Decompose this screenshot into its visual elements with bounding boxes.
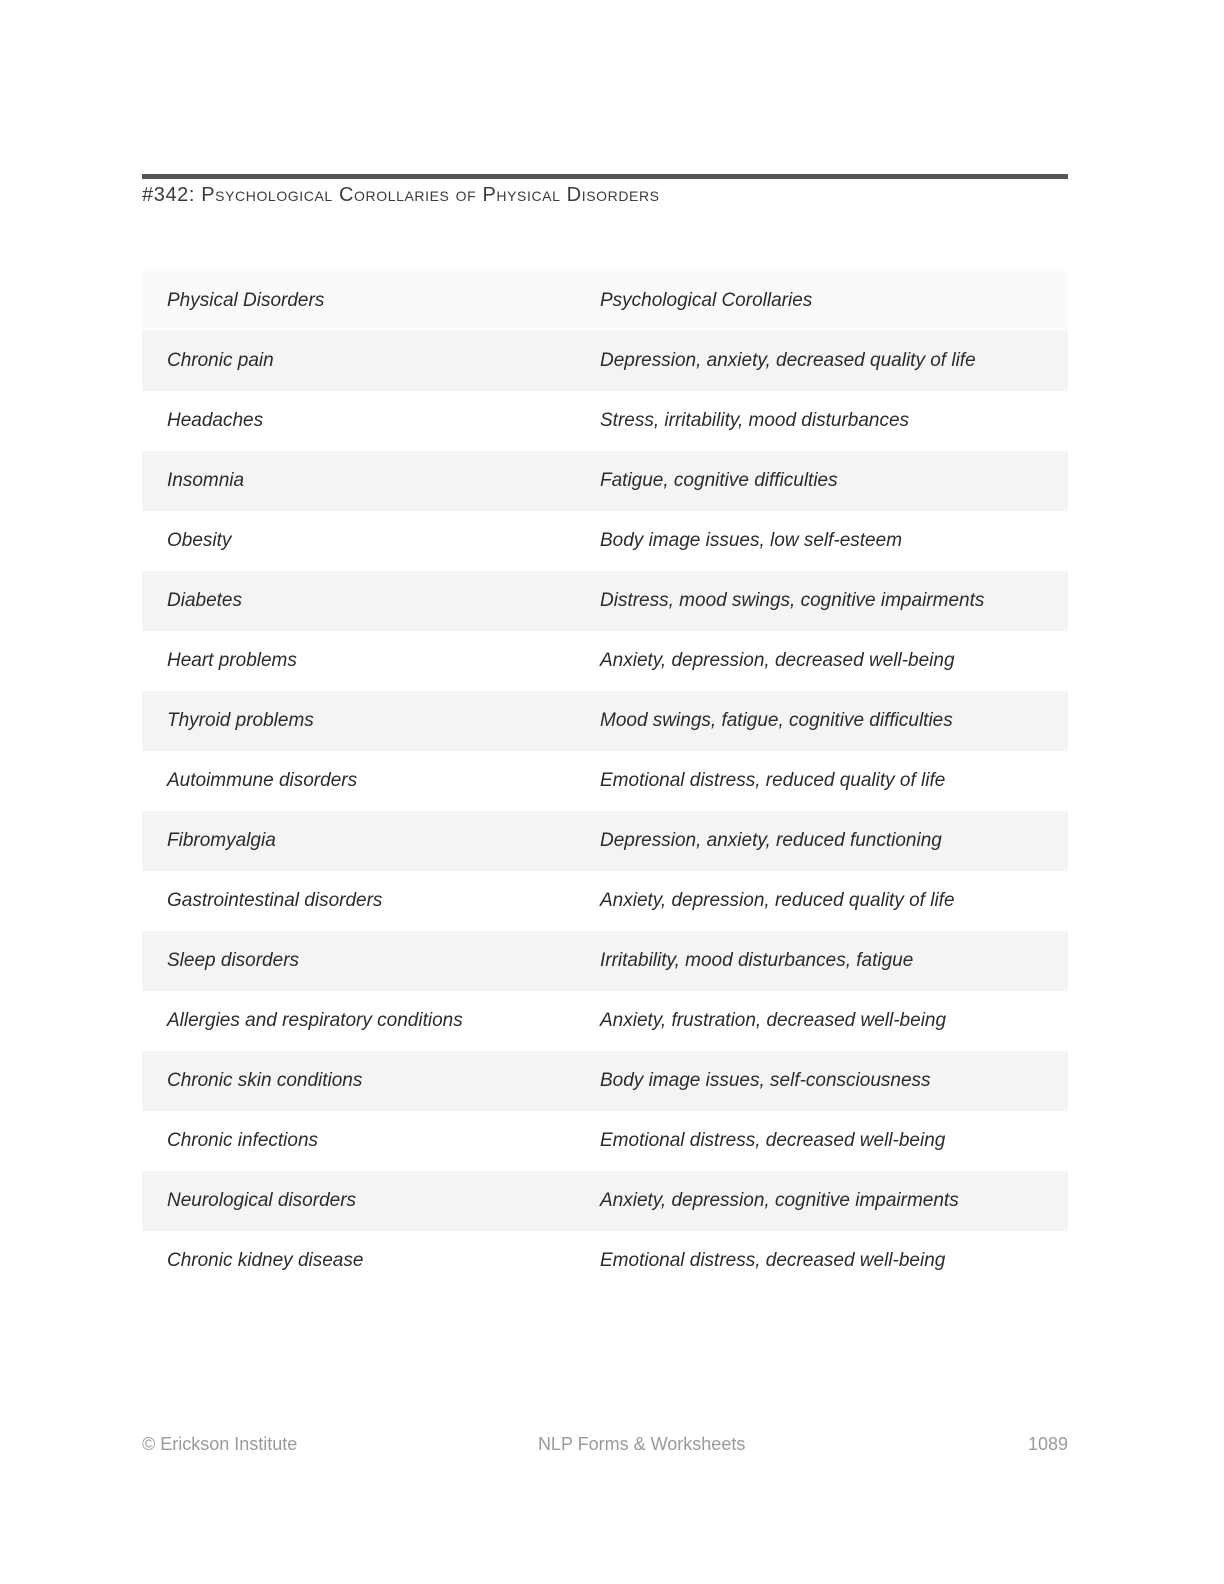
cell-psychological-corollary: Emotional distress, reduced quality of life <box>600 770 946 791</box>
cell-psychological-corollary: Depression, anxiety, decreased quality of life <box>600 350 976 371</box>
header-rule <box>142 174 1068 179</box>
cell-psychological-corollary: Fatigue, cognitive difficulties <box>600 470 838 491</box>
table-row <box>142 751 1068 811</box>
cell-psychological-corollary: Body image issues, self-consciousness <box>600 1070 931 1091</box>
cell-psychological-corollary: Emotional distress, decreased well-being <box>600 1250 946 1271</box>
table-row <box>142 1111 1068 1171</box>
cell-physical-disorder: Allergies and respiratory conditions <box>167 1010 463 1031</box>
page-footer <box>142 1434 1068 1455</box>
cell-physical-disorder: Chronic kidney disease <box>167 1250 364 1271</box>
footer-page-number: 1089 <box>1027 1434 1068 1454</box>
table-row <box>142 691 1068 751</box>
table-row <box>142 991 1068 1051</box>
cell-psychological-corollary: Stress, irritability, mood disturbances <box>600 410 910 431</box>
table-row <box>142 391 1068 451</box>
table-row <box>142 1051 1068 1111</box>
cell-psychological-corollary: Depression, anxiety, reduced functioning <box>600 830 942 851</box>
footer-series-title: NLP Forms & Worksheets <box>537 1434 746 1454</box>
cell-physical-disorder: Chronic skin conditions <box>167 1070 363 1091</box>
cell-physical-disorder: Headaches <box>167 410 264 431</box>
column-header-physical-disorders: Physical Disorders <box>167 290 325 311</box>
corollaries-table <box>142 271 1068 1291</box>
table-row <box>142 451 1068 511</box>
cell-physical-disorder: Autoimmune disorders <box>167 770 358 791</box>
cell-physical-disorder: Chronic pain <box>167 350 274 371</box>
cell-psychological-corollary: Anxiety, frustration, decreased well-being <box>600 1010 947 1031</box>
cell-psychological-corollary: Mood swings, fatigue, cognitive difficulties <box>600 710 953 731</box>
column-header-psychological-corollaries: Psychological Corollaries <box>600 290 813 311</box>
cell-psychological-corollary: Irritability, mood disturbances, fatigue <box>600 950 914 971</box>
table-header-row <box>142 271 1068 331</box>
cell-psychological-corollary: Anxiety, depression, reduced quality of life <box>600 890 955 911</box>
cell-psychological-corollary: Distress, mood swings, cognitive impairments <box>600 590 985 611</box>
cell-physical-disorder: Neurological disorders <box>167 1190 357 1211</box>
cell-psychological-corollary: Body image issues, low self-esteem <box>600 530 903 551</box>
table-row <box>142 1231 1068 1291</box>
footer-copyright: © Erickson Institute <box>142 1434 298 1454</box>
cell-physical-disorder: Diabetes <box>167 590 242 611</box>
table-row <box>142 511 1068 571</box>
cell-physical-disorder: Chronic infections <box>167 1130 319 1151</box>
cell-physical-disorder: Insomnia <box>167 470 245 491</box>
table-row <box>142 331 1068 391</box>
table-row <box>142 571 1068 631</box>
table-row <box>142 871 1068 931</box>
cell-physical-disorder: Sleep disorders <box>167 950 300 971</box>
cell-physical-disorder: Heart problems <box>167 650 297 671</box>
table-row <box>142 1171 1068 1231</box>
cell-physical-disorder: Obesity <box>167 530 232 551</box>
table-row <box>142 811 1068 871</box>
table-row <box>142 631 1068 691</box>
cell-physical-disorder: Fibromyalgia <box>167 830 276 851</box>
cell-psychological-corollary: Anxiety, depression, cognitive impairments <box>600 1190 959 1211</box>
page-title: #342: Psychological Corollaries of Physical Disorders <box>142 184 660 206</box>
table-row <box>142 931 1068 991</box>
cell-physical-disorder: Gastrointestinal disorders <box>167 890 383 911</box>
cell-psychological-corollary: Anxiety, depression, decreased well-being <box>600 650 955 671</box>
table-body <box>142 331 1068 1291</box>
cell-physical-disorder: Thyroid problems <box>167 710 314 731</box>
cell-psychological-corollary: Emotional distress, decreased well-being <box>600 1130 946 1151</box>
